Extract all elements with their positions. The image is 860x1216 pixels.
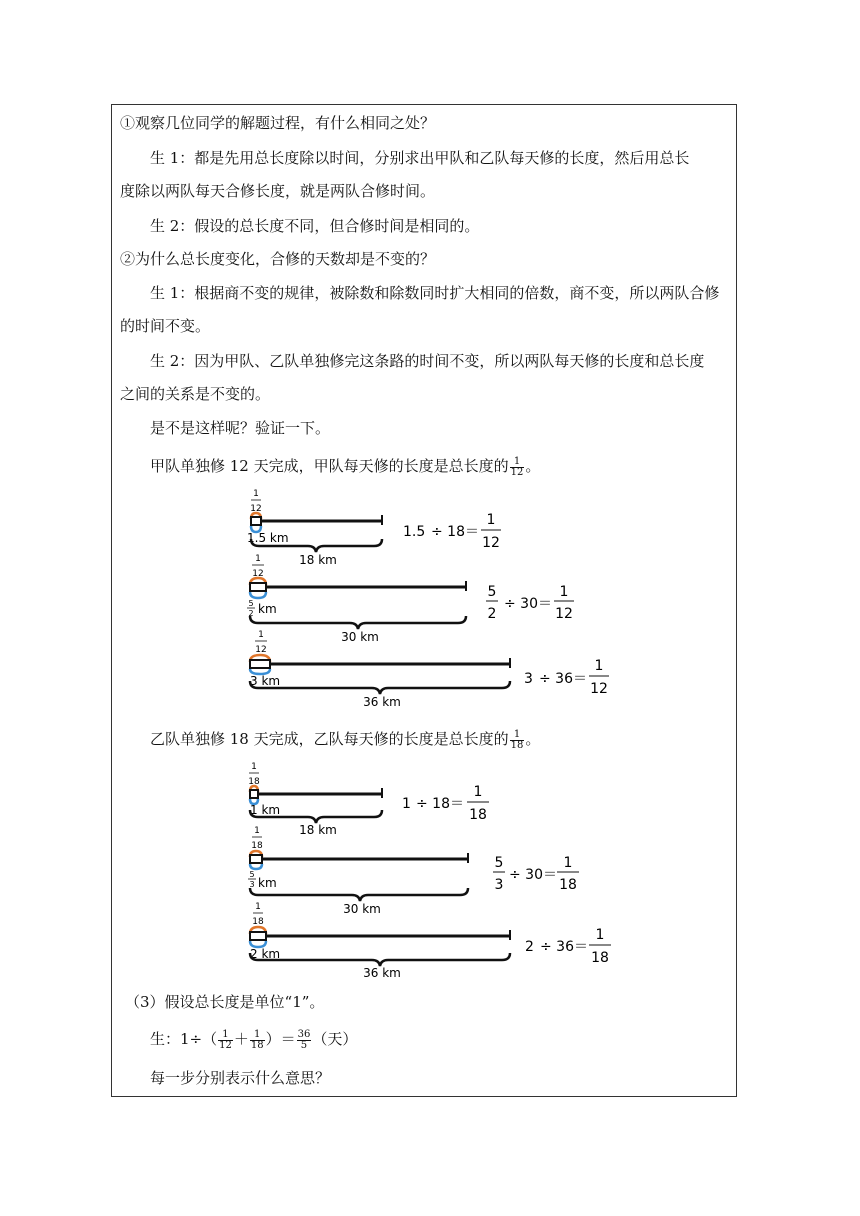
svg-text:1: 1 (595, 927, 605, 943)
unit-fraction-numerator: 1 (253, 489, 259, 499)
unit-fraction-denominator: 12 (250, 504, 262, 514)
svg-text:18: 18 (559, 877, 577, 893)
svg-text:km: km (258, 876, 277, 890)
svg-text:1: 1 (255, 554, 261, 564)
unit-segment (250, 855, 262, 863)
part-length-label: 1.5 km (247, 531, 289, 545)
team-a-diagram-2 (247, 554, 574, 644)
total-brace (250, 888, 468, 901)
verify-prompt: 是不是这样呢？验证一下。 (150, 419, 331, 437)
svg-text:÷ 30＝: ÷ 30＝ (504, 596, 552, 612)
svg-text:1: 1 (251, 762, 257, 772)
svg-text:2: 2 (525, 939, 534, 955)
svg-text:3 km: 3 km (250, 674, 281, 688)
svg-text:1: 1 (255, 902, 261, 912)
team-b-statement: 乙队单独修 18 天完成，乙队每天修的长度是总长度的 $\frac{1}{18}$ 。 (150, 728, 541, 751)
total-brace (250, 953, 510, 966)
svg-text:12: 12 (590, 681, 608, 697)
team-a-diagram-3 (250, 630, 609, 709)
student-2-answer: 生 2：假设的总长度不同，但合修时间是相同的。 (150, 217, 480, 235)
svg-text:18: 18 (591, 950, 609, 966)
svg-text:30 km: 30 km (343, 902, 381, 916)
unit-segment (250, 790, 258, 798)
svg-text:36 km: 36 km (363, 695, 401, 709)
team-b-diagram-1 (248, 762, 489, 837)
unit-segment (251, 517, 261, 525)
unit-brace-bottom (250, 864, 262, 869)
svg-text:2: 2 (248, 609, 254, 618)
team-a-fraction: $\frac{1}{12}$ (510, 455, 524, 478)
svg-text:5: 5 (494, 855, 504, 871)
svg-text:2: 2 (487, 606, 497, 622)
unit-segment (250, 932, 266, 940)
closing-question: 每一步分别表示什么意思？ (150, 1069, 331, 1087)
svg-text:÷ 18＝: ÷ 18＝ (416, 796, 464, 812)
equation-operator: ÷ 18＝ (431, 524, 479, 540)
student-1-reason-line-1: 生 1：根据商不变的规律，被除数和除数同时扩大相同的倍数，商不变，所以两队合修 (150, 284, 720, 302)
question-3: （3）假设总长度是单位“1”。 (125, 993, 325, 1011)
student-1-answer-line-1: 生 1：都是先用总长度除以时间，分别求出甲队和乙队每天修的长度，然后用总长 (150, 149, 690, 167)
svg-text:18: 18 (248, 777, 260, 787)
svg-text:18 km: 18 km (299, 823, 337, 837)
student-1-answer-line-2: 度除以两队每天合修长度，就是两队合修时间。 (120, 182, 436, 200)
svg-text:1: 1 (258, 630, 264, 640)
svg-text:3: 3 (249, 880, 255, 889)
svg-text:12: 12 (252, 569, 264, 579)
svg-text:5: 5 (249, 870, 255, 879)
svg-text:÷ 36＝: ÷ 36＝ (540, 939, 588, 955)
svg-text:5: 5 (487, 584, 497, 600)
svg-text:1: 1 (254, 826, 260, 836)
svg-text:18: 18 (252, 917, 264, 927)
svg-text:36 km: 36 km (363, 966, 401, 980)
team-a-diagram-1 (247, 489, 501, 567)
student-2-reason-line-2: 之间的关系是不变的。 (120, 385, 271, 403)
equation-result-numerator: 1 (486, 512, 496, 528)
svg-text:1: 1 (559, 584, 569, 600)
svg-text:1: 1 (563, 855, 573, 871)
student-1-reason-line-2: 的时间不变。 (120, 317, 211, 335)
svg-text:1: 1 (402, 796, 411, 812)
svg-text:12: 12 (255, 645, 267, 655)
svg-text:30 km: 30 km (341, 630, 379, 644)
total-brace (250, 616, 466, 629)
svg-text:1 km: 1 km (250, 803, 281, 817)
svg-text:÷ 36＝: ÷ 36＝ (539, 671, 587, 687)
svg-text:2 km: 2 km (250, 947, 281, 961)
question-1: ①观察几位同学的解题过程，有什么相同之处？ (120, 114, 436, 132)
unit-one-equation: 生：1÷（ $\frac{1}{12}$ ＋ $\frac{1}{18}$ ）＝ $\frac{36}{5}$ （天） (150, 1028, 358, 1051)
team-a-statement: 甲队单独修 12 天完成，甲队每天修的长度是总长度的 $\frac{1}{12}$ 。 (150, 455, 541, 478)
svg-text:1: 1 (594, 658, 604, 674)
equation-result-denominator: 12 (482, 535, 500, 551)
svg-text:18: 18 (251, 841, 263, 851)
team-b-diagram-3 (250, 902, 611, 980)
team-b-diagram-2 (248, 826, 579, 916)
svg-text:3: 3 (494, 877, 504, 893)
total-length-label: 18 km (299, 553, 337, 567)
svg-text:12: 12 (555, 606, 573, 622)
svg-text:5: 5 (248, 599, 254, 608)
equation-dividend: 1.5 (403, 524, 426, 540)
student-2-reason-line-1: 生 2：因为甲队、乙队单独修完这条路的时间不变，所以两队每天修的长度和总长度 (150, 352, 705, 370)
svg-text:1: 1 (473, 784, 483, 800)
total-brace (250, 681, 510, 694)
unit-segment (250, 660, 270, 668)
team-b-fraction: $\frac{1}{18}$ (510, 728, 524, 751)
unit-segment (250, 583, 266, 591)
svg-text:18: 18 (469, 807, 487, 823)
question-2: ②为什么总长度变化，合修的天数却是不变的？ (120, 250, 436, 268)
team-a-text: 甲队单独修 12 天完成，甲队每天修的长度是总长度的 (150, 457, 509, 475)
svg-text:÷ 30＝: ÷ 30＝ (509, 867, 557, 883)
svg-text:3: 3 (524, 671, 533, 687)
team-b-text: 乙队单独修 18 天完成，乙队每天修的长度是总长度的 (150, 730, 509, 748)
svg-text:km: km (258, 602, 277, 616)
unit-brace-bottom (250, 592, 266, 598)
